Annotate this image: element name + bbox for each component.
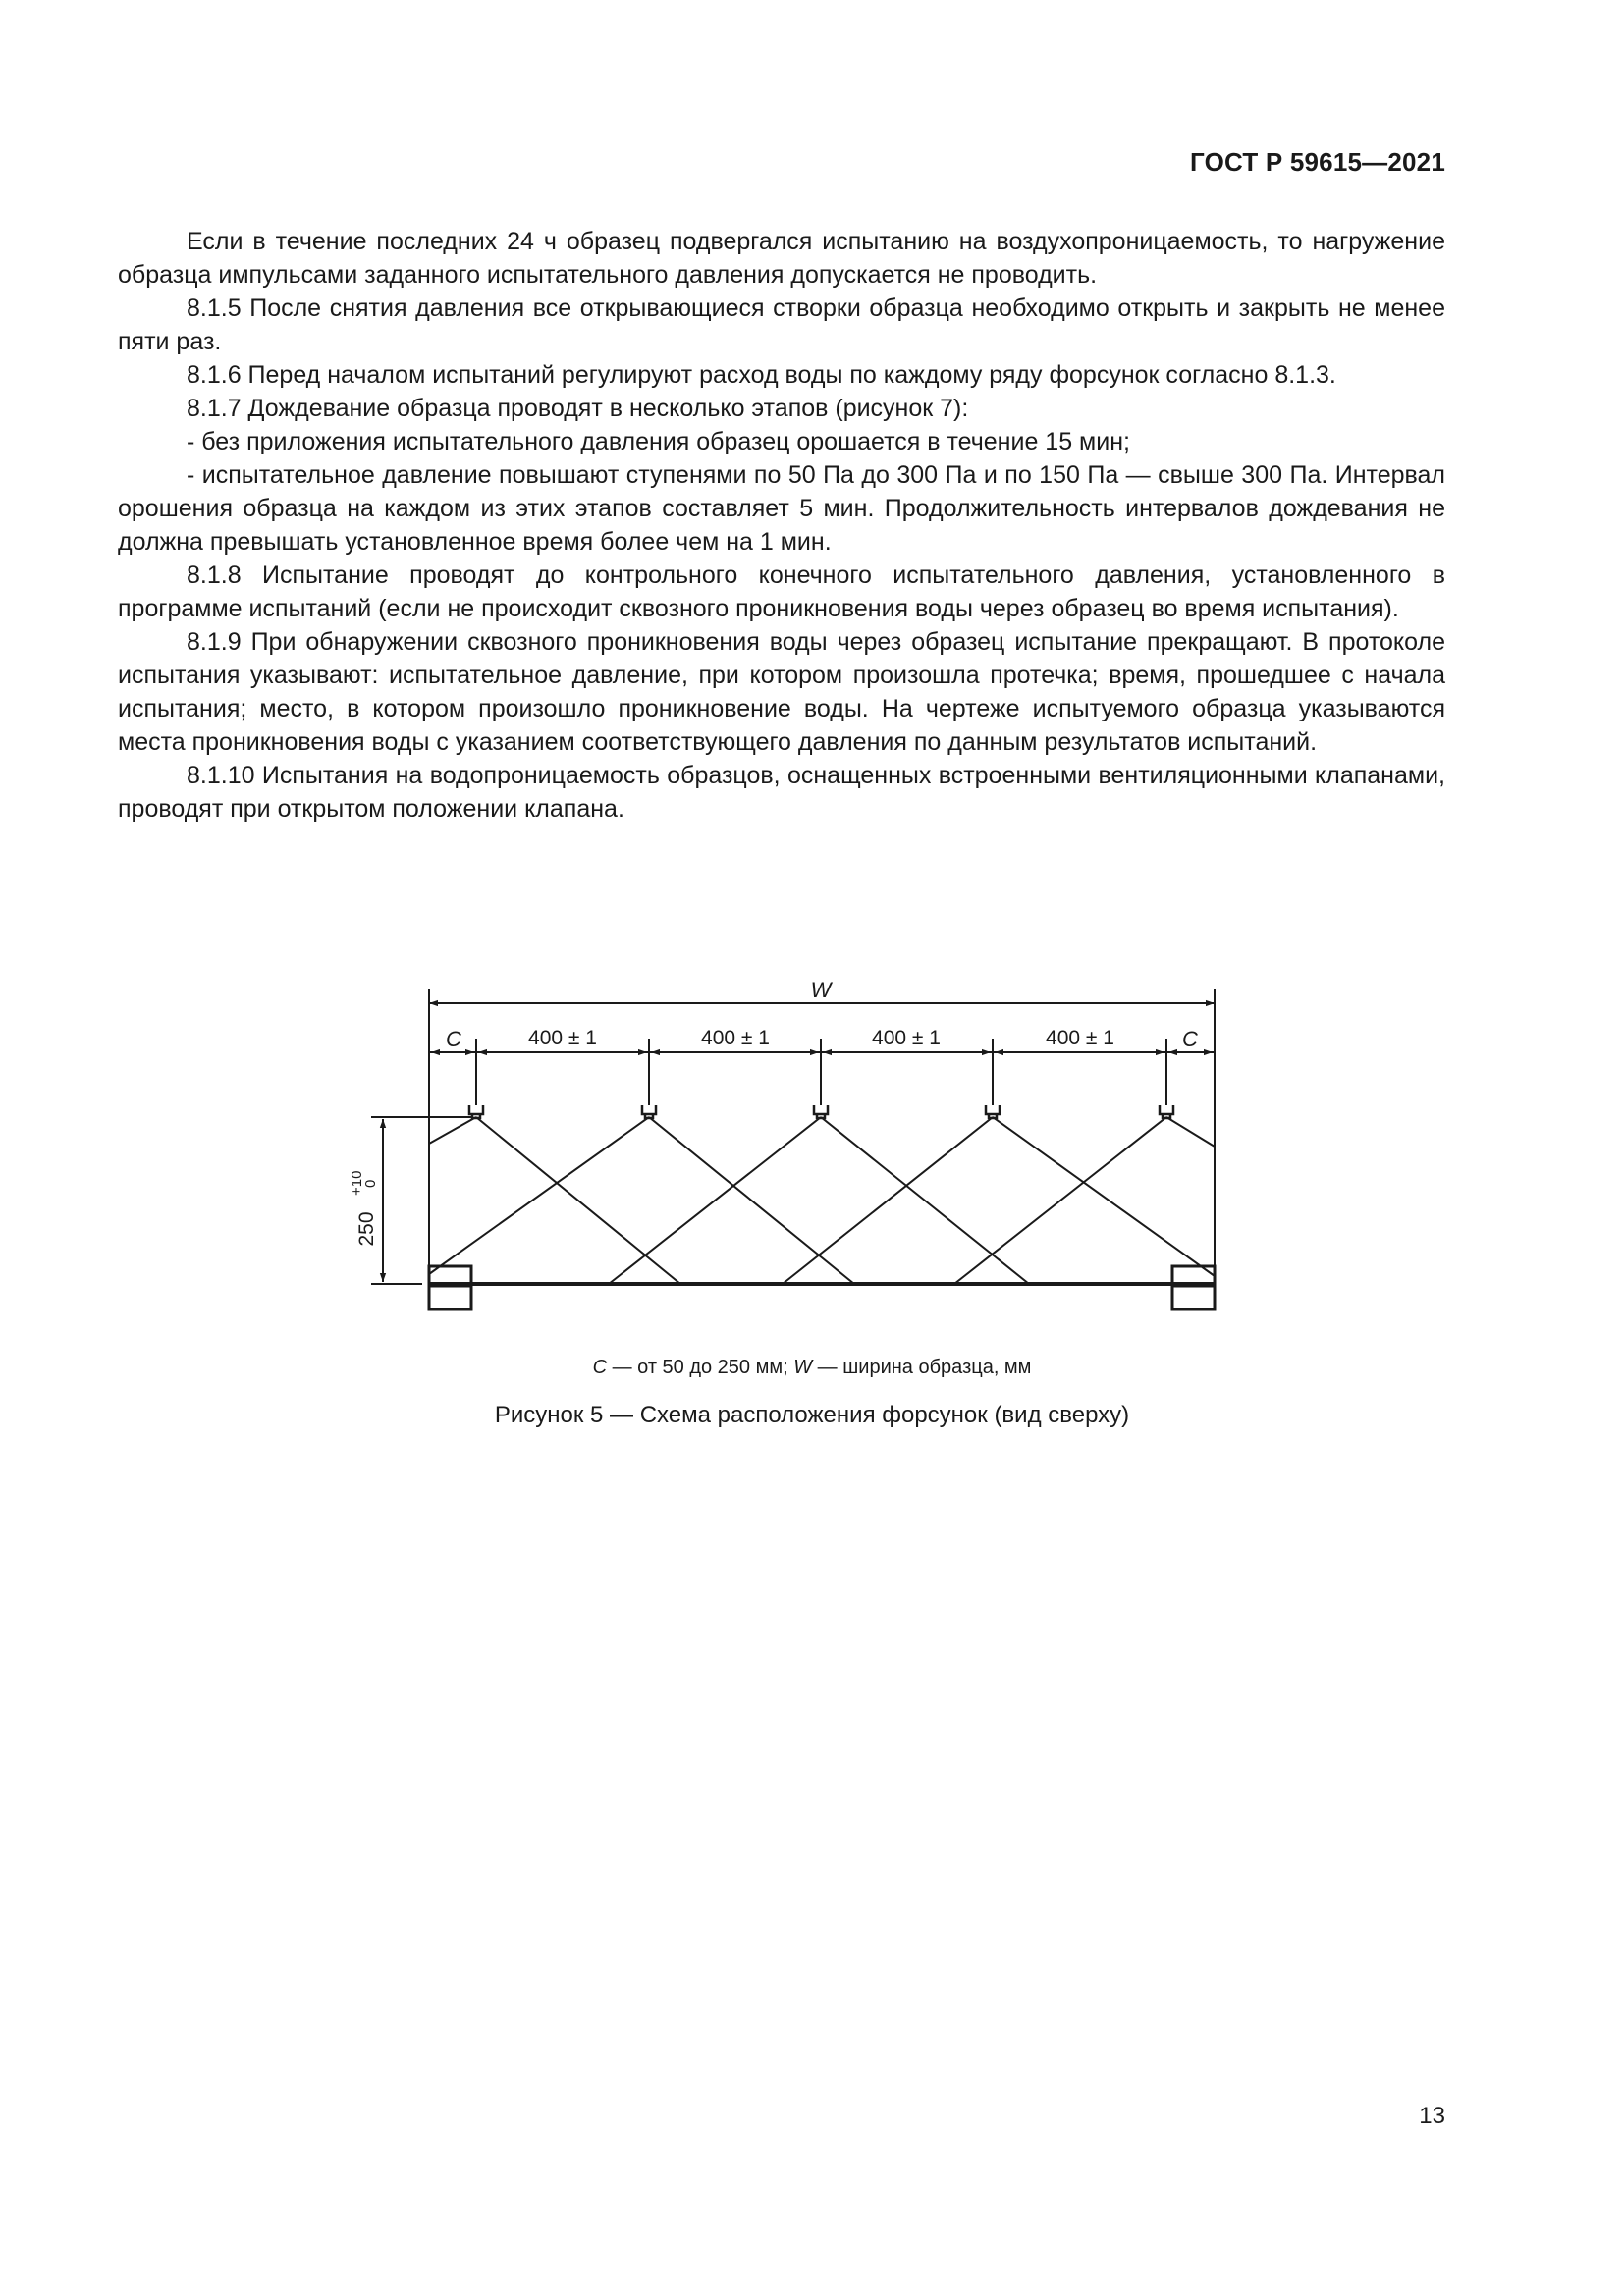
nozzle-icon [986,1105,1000,1118]
legend-c-symbol: C [592,1357,608,1378]
paragraph: Если в течение последних 24 ч образец подвергался испытанию на воздухопроницаемость, то нагружение образца импульсами заданного испытательного давления допускается не проводить. [118,228,1445,289]
height-label [349,1171,379,1247]
edge-label-right: C [1182,1027,1198,1051]
height-tolerance-upper: +10 [349,1170,365,1196]
edge-label-left: C [446,1027,461,1051]
spacing-label: 400 ± 1 [528,1027,597,1049]
nozzle-icon [1160,1105,1173,1118]
height-tolerance-lower: 0 [362,1179,379,1188]
paragraph: 8.1.9 При обнаружении сквозного проникновения воды через образец испытание прекращают. В протоколе испытания указывают: испытательное давление, при котором произошла протечка; время, прошедшее с начала испытания; место, в котором произошло проникновение воды. На чертеже испытуемого образца указываются места проникновения воды с указанием соответствующего давления по данным результатов испытаний. [118,628,1445,756]
nozzle-icons [469,1105,1173,1118]
spacing-label: 400 ± 1 [1046,1027,1114,1049]
paragraph: 8.1.6 Перед началом испытаний регулируют расход воды по каждому ряду форсунок согласно 8.1.3. [187,361,1336,389]
nozzle-layout-diagram [0,972,1624,1364]
list-item: - испытательное давление повышают ступенями по 50 Па до 300 Па и по 150 Па — свыше 300 Па. Интервал орошения образца на каждом из этих этапов составляет 5 мин. Продолжительность интервалов дождевания не должна превышать установленное время более чем на 1 мин. [118,461,1445,556]
spray-pattern [429,1117,1215,1284]
figure-caption: Рисунок 5 — Схема расположения форсунок (вид сверху) [494,1402,1130,1428]
width-label: W [810,978,832,1002]
paragraph: 8.1.8 Испытание проводят до контрольного конечного испытательного давления, установленного в программе испытаний (если не происходит сквозного проникновения воды через образец во время испытания). [118,561,1445,622]
nozzle-layout-figure [0,972,1624,1364]
body-text [118,225,1445,826]
legend-w-symbol: W [793,1357,813,1378]
spacing-label: 400 ± 1 [701,1027,770,1049]
figure-legend [0,1357,1624,1379]
height-value: 250 [355,1211,378,1247]
frame-block-bottom-right [1172,1286,1215,1309]
list-item: - без приложения испытательного давления образец орошается в течение 15 мин; [187,428,1130,455]
frame-block-top-right [1172,1266,1215,1284]
document-header: ГОСТ Р 59615—2021 [1190,147,1445,177]
paragraph: 8.1.10 Испытания на водопроницаемость образцов, оснащенных встроенными вентиляционными клапанами, проводят при открытом положении клапана. [118,762,1445,823]
paragraph: 8.1.5 После снятия давления все открывающиеся створки образца необходимо открыть и закрыть не менее пяти раз. [118,294,1445,355]
nozzle-icon [469,1105,483,1118]
page-number: 13 [1419,2103,1445,2129]
nozzle-icon [814,1105,828,1118]
frame-block-bottom-left [429,1286,471,1309]
legend-w-text: — ширина образца, мм [812,1357,1032,1378]
spacing-label: 400 ± 1 [872,1027,941,1049]
paragraph: 8.1.7 Дождевание образца проводят в несколько этапов (рисунок 7): [187,395,969,422]
legend-c-text: — от 50 до 250 мм; [607,1357,794,1378]
nozzle-icon [642,1105,656,1118]
